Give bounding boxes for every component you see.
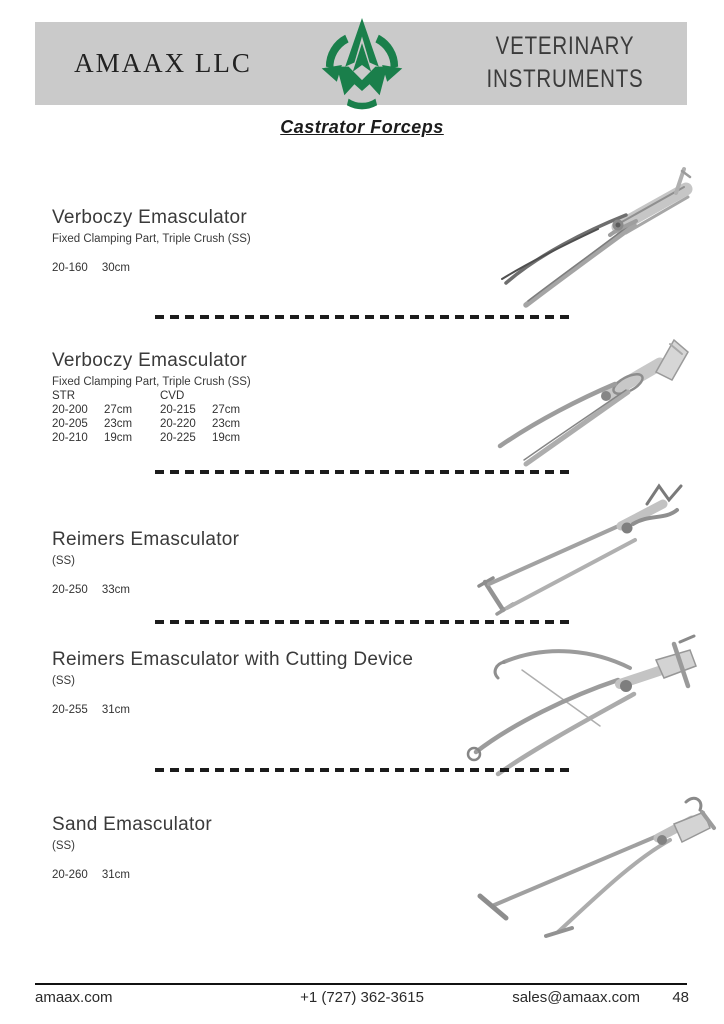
product-code-row [52,262,251,274]
table-row [52,403,160,417]
product-code: 20-255 [52,704,88,716]
product-code: 20-220 [160,418,196,430]
brand-heading [483,30,647,96]
product-name: Sand Emasculator [52,814,213,835]
header-banner [35,22,687,105]
variant-column-cvd [160,389,270,445]
product-code-row [52,704,413,716]
dashed-separator [155,315,573,319]
dashed-separator [155,470,573,474]
page-title: Castrator Forceps [280,117,444,137]
product-code: 20-215 [160,404,196,416]
product-size: 27cm [212,404,241,416]
footer-rule [35,983,687,985]
product-subtitle: (SS) [52,675,75,687]
product-size: 31cm [101,704,130,716]
product-code: 20-205 [52,418,88,430]
product-name: Reimers Emasculator [52,529,240,550]
product-code-row [52,584,239,596]
product-size: 19cm [104,432,133,444]
amaax-logo-icon [320,18,404,112]
reimers-emasculator-photo [465,480,710,620]
product-name: Verboczy Emasculator [52,207,248,228]
verboczy-emasculator-photo [468,163,708,313]
product-size: 31cm [101,869,130,881]
reimers-emasculator-cutting-photo [442,628,717,778]
table-row [52,417,160,431]
product-name: Reimers Emasculator with Cutting Device [52,649,414,670]
product-code: 20-200 [52,404,88,416]
footer-phone: +1 (727) 362-3615 [300,989,424,1006]
product-section-verboczy-30cm [52,207,251,274]
product-code: 20-225 [160,432,196,444]
product-size: 33cm [101,584,130,596]
product-section-reimers [52,529,239,596]
product-code: 20-160 [52,262,88,274]
product-subtitle: (SS) [52,555,75,567]
product-subtitle: (SS) [52,840,75,852]
product-name: Verboczy Emasculator [52,350,248,371]
product-size: 30cm [101,262,130,274]
product-code-row [52,869,212,881]
variant-column-str [52,389,160,445]
brand-line-2: INSTRUMENTS [486,65,644,93]
table-row [160,431,270,445]
table-row [52,431,160,445]
product-subtitle: Fixed Clamping Part, Triple Crush (SS) [52,376,251,388]
table-row [160,403,270,417]
dashed-separator [155,620,573,624]
product-variant-table [52,389,270,445]
product-code: 20-250 [52,584,88,596]
brand-line-1: VETERINARY [495,32,635,60]
footer-page-number: 48 [672,989,689,1006]
footer-email[interactable]: sales@amaax.com [512,989,640,1006]
product-section-sand [52,814,212,881]
product-section-verboczy-set [52,350,270,445]
sand-emasculator-photo [462,788,717,943]
product-section-reimers-cutting [52,649,413,716]
product-code: 20-260 [52,869,88,881]
column-header: STR [52,390,75,402]
product-subtitle: Fixed Clamping Part, Triple Crush (SS) [52,233,251,245]
column-header: CVD [160,390,185,402]
verboczy-emasculator-set-photo [460,328,705,468]
product-code: 20-210 [52,432,88,444]
footer-website[interactable]: amaax.com [35,989,113,1006]
product-size: 23cm [104,418,133,430]
company-name: AMAAX LLC [74,48,252,78]
table-row [160,417,270,431]
product-size: 23cm [212,418,241,430]
dashed-separator [155,768,573,772]
product-size: 19cm [212,432,241,444]
product-size: 27cm [104,404,133,416]
